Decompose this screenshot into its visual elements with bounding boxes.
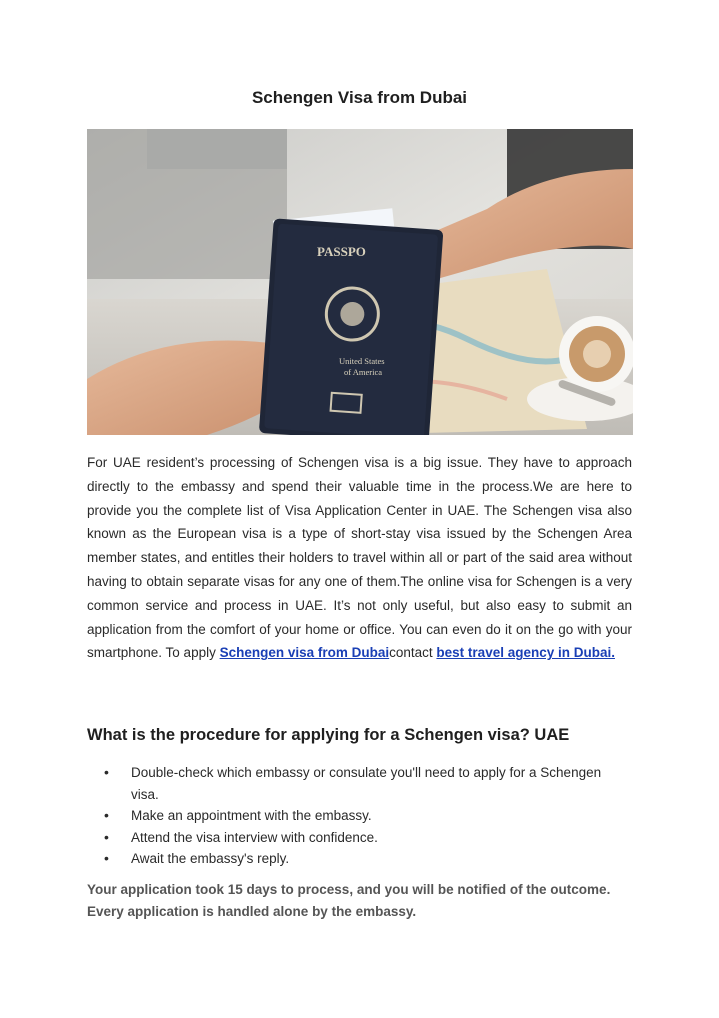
- intro-text: For UAE resident’s processing of Schengen visa is a big issue. They have to approach directly to the embassy and spend their valuable time in the process.We are here to provide you the complete list of Visa Application Center in UAE. The Schengen visa also known as the European visa is a type of short-stay visa issued by the Schengen Area member states, and entitles their holders to travel within all or part of the said area without having to obtain separate visas for any one of them.The online visa for Schengen is a very common service and process in UAE. It’s not only useful, but also easy to submit an application from the comfort of your home or office. You can even do it on the go with your smartphone. To apply: [87, 455, 632, 661]
- passport-country-line1: United States: [339, 356, 385, 366]
- contact-text: contact: [389, 645, 437, 661]
- bullet-icon: •: [104, 850, 109, 866]
- list-item: [87, 805, 632, 827]
- list-item-text: Await the embassy's reply.: [131, 851, 290, 866]
- list-item: [87, 827, 632, 849]
- procedure-list: [87, 762, 632, 870]
- list-item: [87, 762, 632, 805]
- passport-country-line2: of America: [344, 367, 382, 377]
- passport-handover-photo: [87, 129, 633, 435]
- page-title: Schengen Visa from Dubai: [251, 88, 468, 107]
- list-item-text: Make an appointment with the embassy.: [131, 808, 372, 823]
- intro-paragraph: [87, 451, 632, 665]
- schengen-visa-link[interactable]: Schengen visa from Dubai: [219, 645, 390, 661]
- list-item-text: Attend the visa interview with confidence.: [131, 829, 378, 845]
- procedure-heading: What is the procedure for applying for a Schengen visa? UAE: [87, 726, 570, 744]
- processing-note: Your application took 15 days to process, and you will be notified of the outcome. Every application is handled alone by the embassy.: [87, 882, 611, 919]
- bullet-icon: •: [104, 828, 109, 845]
- bullet-icon: •: [104, 764, 109, 780]
- passport-header-text: PASSPO: [317, 244, 366, 259]
- bullet-icon: •: [104, 807, 109, 823]
- travel-agency-link[interactable]: best travel agency in Dubai.: [436, 645, 615, 661]
- list-item: [87, 848, 632, 870]
- list-item-text: Double-check which embassy or consulate you'll need to apply for a Schengen visa.: [131, 765, 602, 802]
